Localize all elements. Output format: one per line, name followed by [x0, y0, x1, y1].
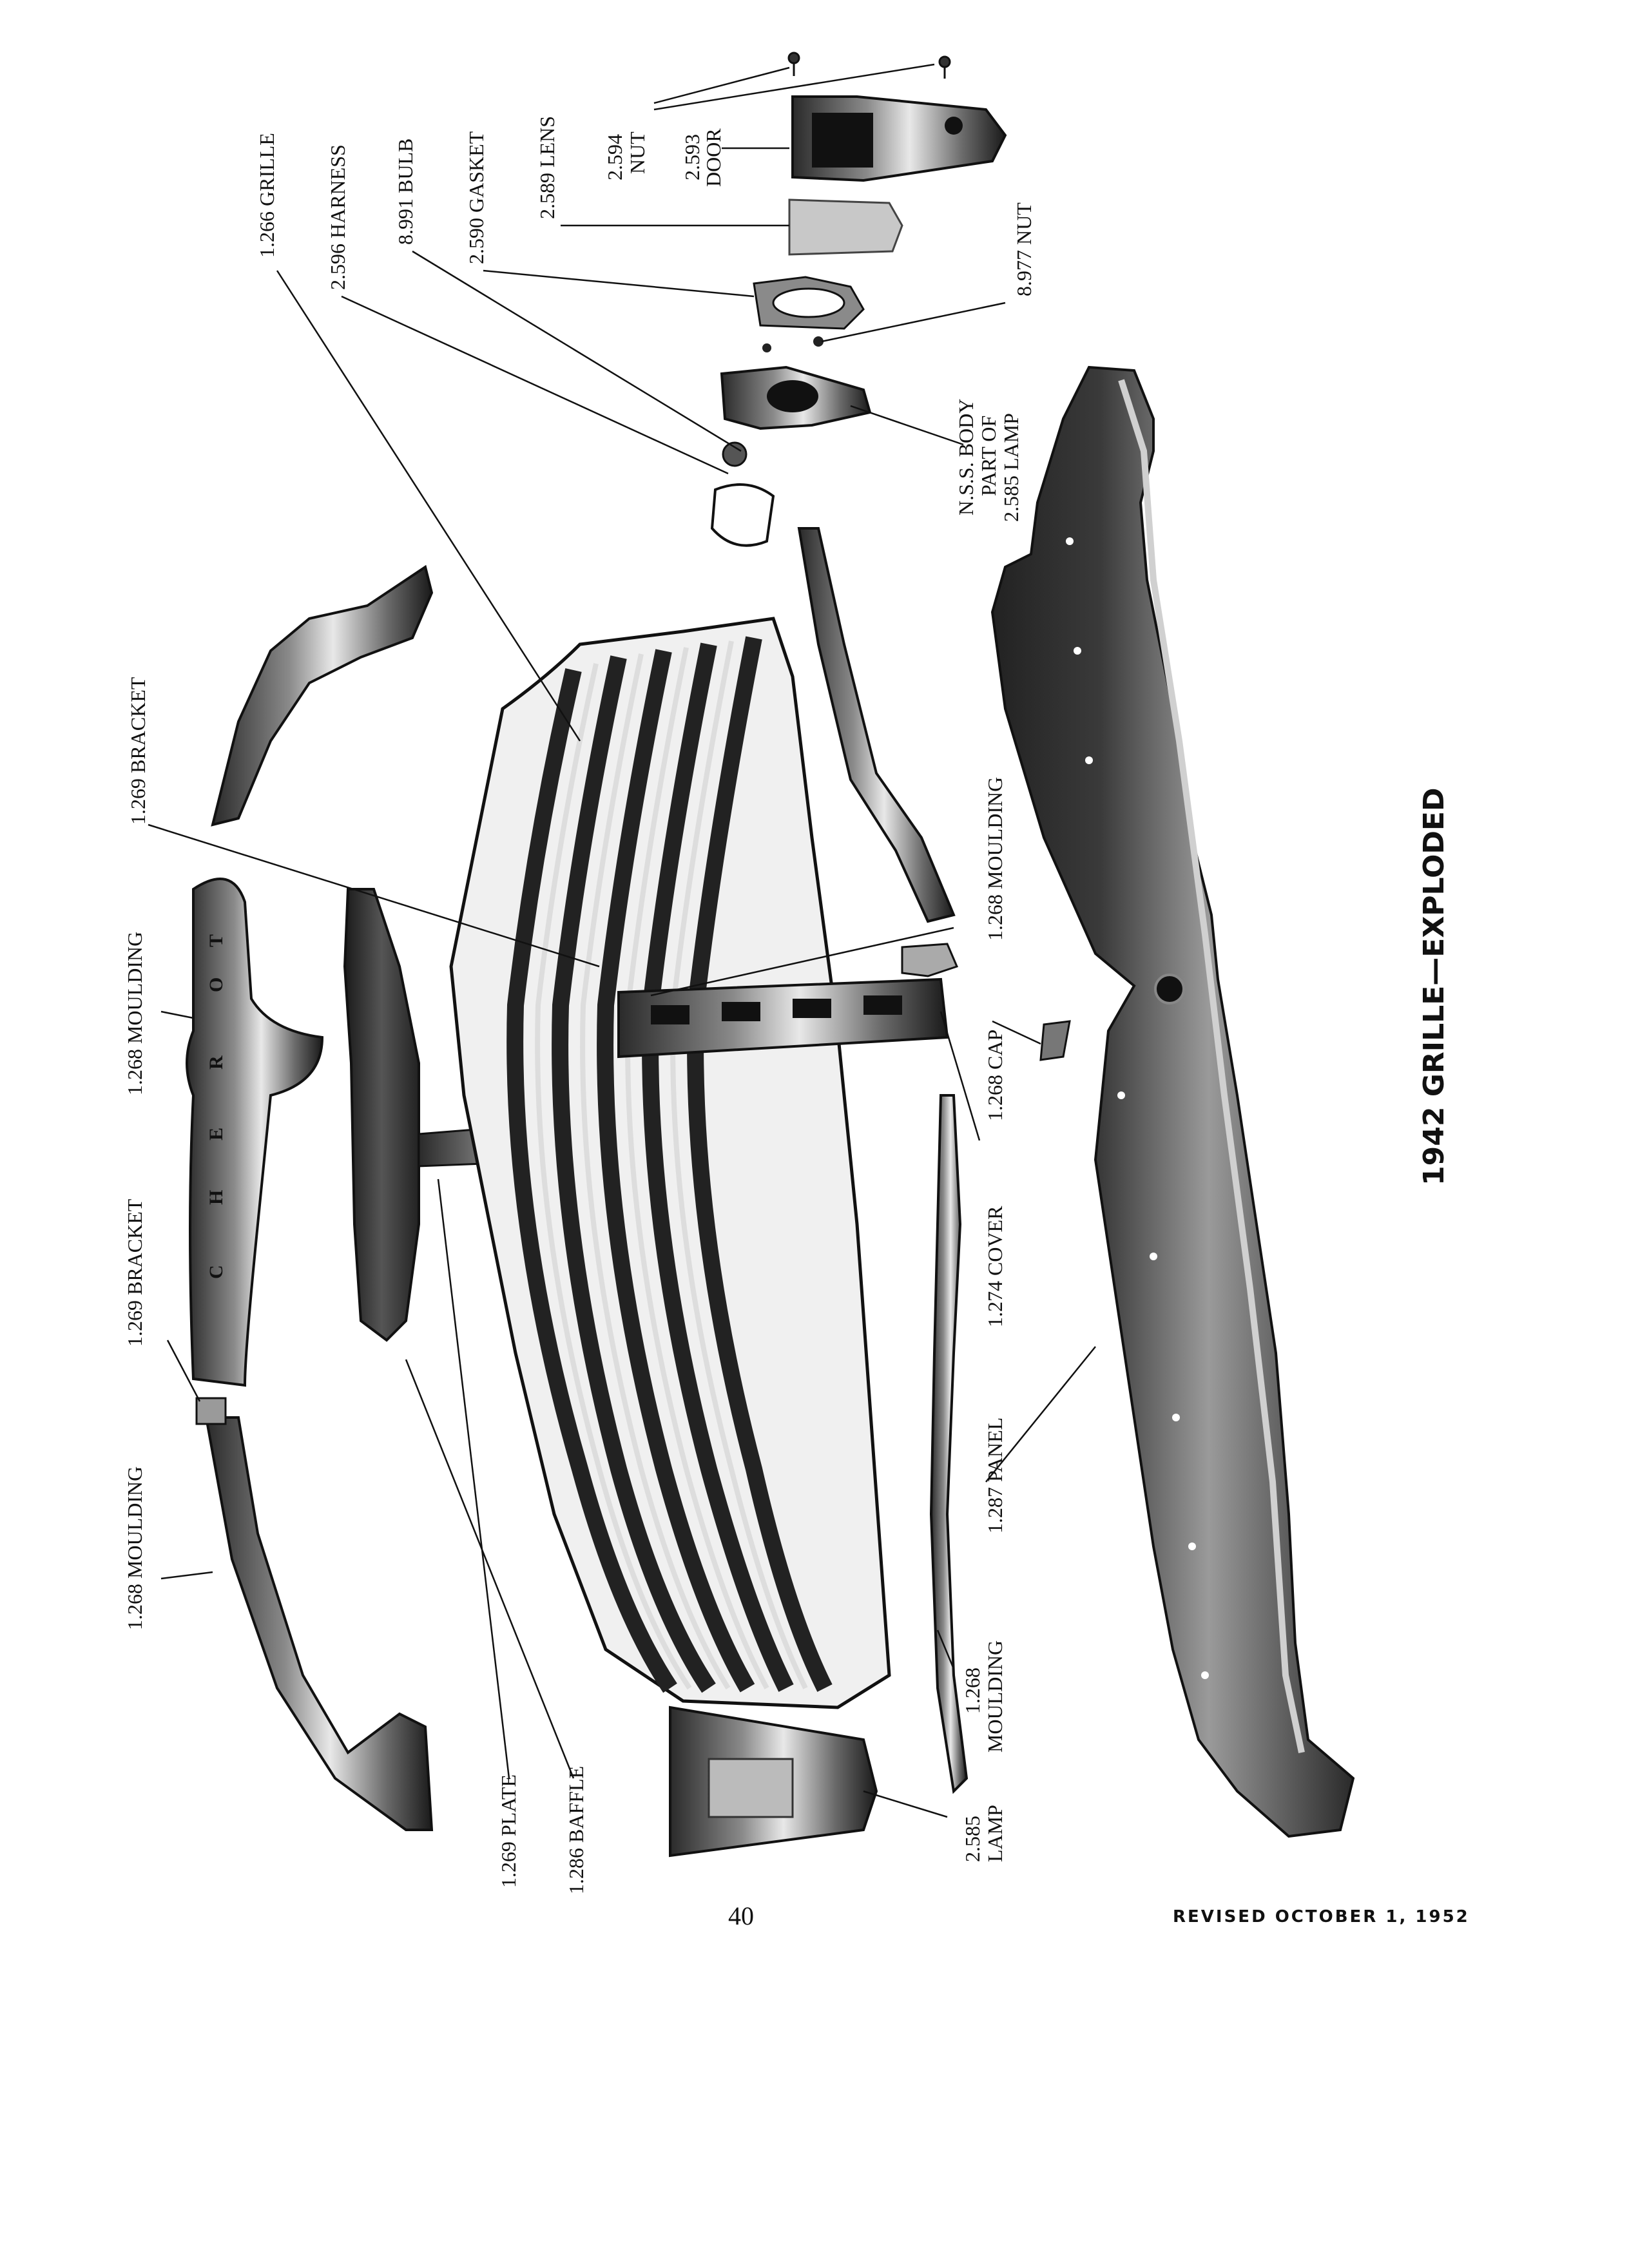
label-panel: 1.287 PANEL: [983, 1417, 1007, 1533]
label-moulding-right-code: 1.268: [961, 1667, 984, 1714]
label-bracket-left: 1.269 BRACKET: [123, 1198, 146, 1347]
revision-date: REVISED OCTOBER 1, 1952: [1173, 1907, 1470, 1927]
label-nut-top-code: 2.594: [603, 134, 626, 180]
lamp-body-socket: [767, 380, 818, 412]
label-door-name: DOOR: [702, 128, 725, 187]
label-moulding-left: 1.268 MOULDING: [123, 1466, 146, 1630]
emblem-letter: O: [206, 977, 227, 992]
emblem-letter: T: [206, 934, 227, 947]
emblem-letter: E: [206, 1127, 227, 1140]
label-nss-2: PART OF: [977, 415, 1000, 496]
emblem-letter: H: [206, 1189, 227, 1205]
cover-part: [1041, 1021, 1070, 1060]
label-gasket: 2.590 GASKET: [465, 131, 488, 264]
label-lamp-name: LAMP: [983, 1805, 1007, 1862]
baffle-part: [345, 889, 419, 1340]
lamp-lens-part: [789, 200, 902, 255]
emblem-letter: C: [206, 1265, 227, 1279]
emblem-letter: R: [206, 1055, 227, 1070]
label-lamp-code: 2.585: [961, 1816, 984, 1862]
label-door-code: 2.593: [680, 134, 704, 180]
right-upper-moulding-part: [799, 528, 954, 921]
lower-left-moulding-part: [206, 1418, 432, 1830]
upper-moulding-part: [213, 567, 432, 825]
label-nut-side: 8.977 NUT: [1012, 202, 1036, 296]
bulb-part: [723, 443, 746, 466]
label-cap: 1.268 CAP: [983, 1029, 1007, 1121]
bottom-lamp-lens: [709, 1759, 793, 1817]
page-number: 40: [728, 1901, 754, 1930]
label-moulding-center-lower: 1.268 MOULDING: [983, 776, 1007, 941]
panel-part: [992, 367, 1353, 1836]
label-baffle: 1.286 BAFFLE: [564, 1765, 588, 1894]
gasket-hole: [773, 289, 844, 317]
harness-part: [712, 485, 773, 546]
label-nut-top-name: NUT: [626, 131, 649, 174]
label-moulding-emblem: 1.268 MOULDING: [123, 931, 146, 1095]
door-hole: [945, 117, 963, 135]
label-bracket-upper: 1.269 BRACKET: [126, 677, 149, 825]
lamp-door-window: [812, 113, 873, 168]
page-title: 1942 GRILLE—EXPLODED: [1418, 787, 1451, 1186]
label-cover: 1.274 COVER: [983, 1206, 1007, 1327]
label-moulding-right-name: MOULDING: [983, 1640, 1007, 1753]
label-plate: 1.269 PLATE: [497, 1774, 520, 1888]
left-bracket-part: [197, 1398, 226, 1424]
label-grille: 1.266 GRILLE: [255, 133, 278, 258]
label-harness: 2.596 HARNESS: [326, 144, 349, 290]
panel-bolt: [1155, 975, 1184, 1003]
label-lens: 2.589 LENS: [535, 116, 559, 219]
cap-part: [902, 944, 957, 976]
label-nss-1: N.S.S. BODY: [954, 398, 978, 515]
label-nss-3: 2.585 LAMP: [999, 413, 1023, 522]
label-bulb: 8.991 BULB: [394, 138, 417, 245]
side-nuts: [762, 336, 824, 352]
